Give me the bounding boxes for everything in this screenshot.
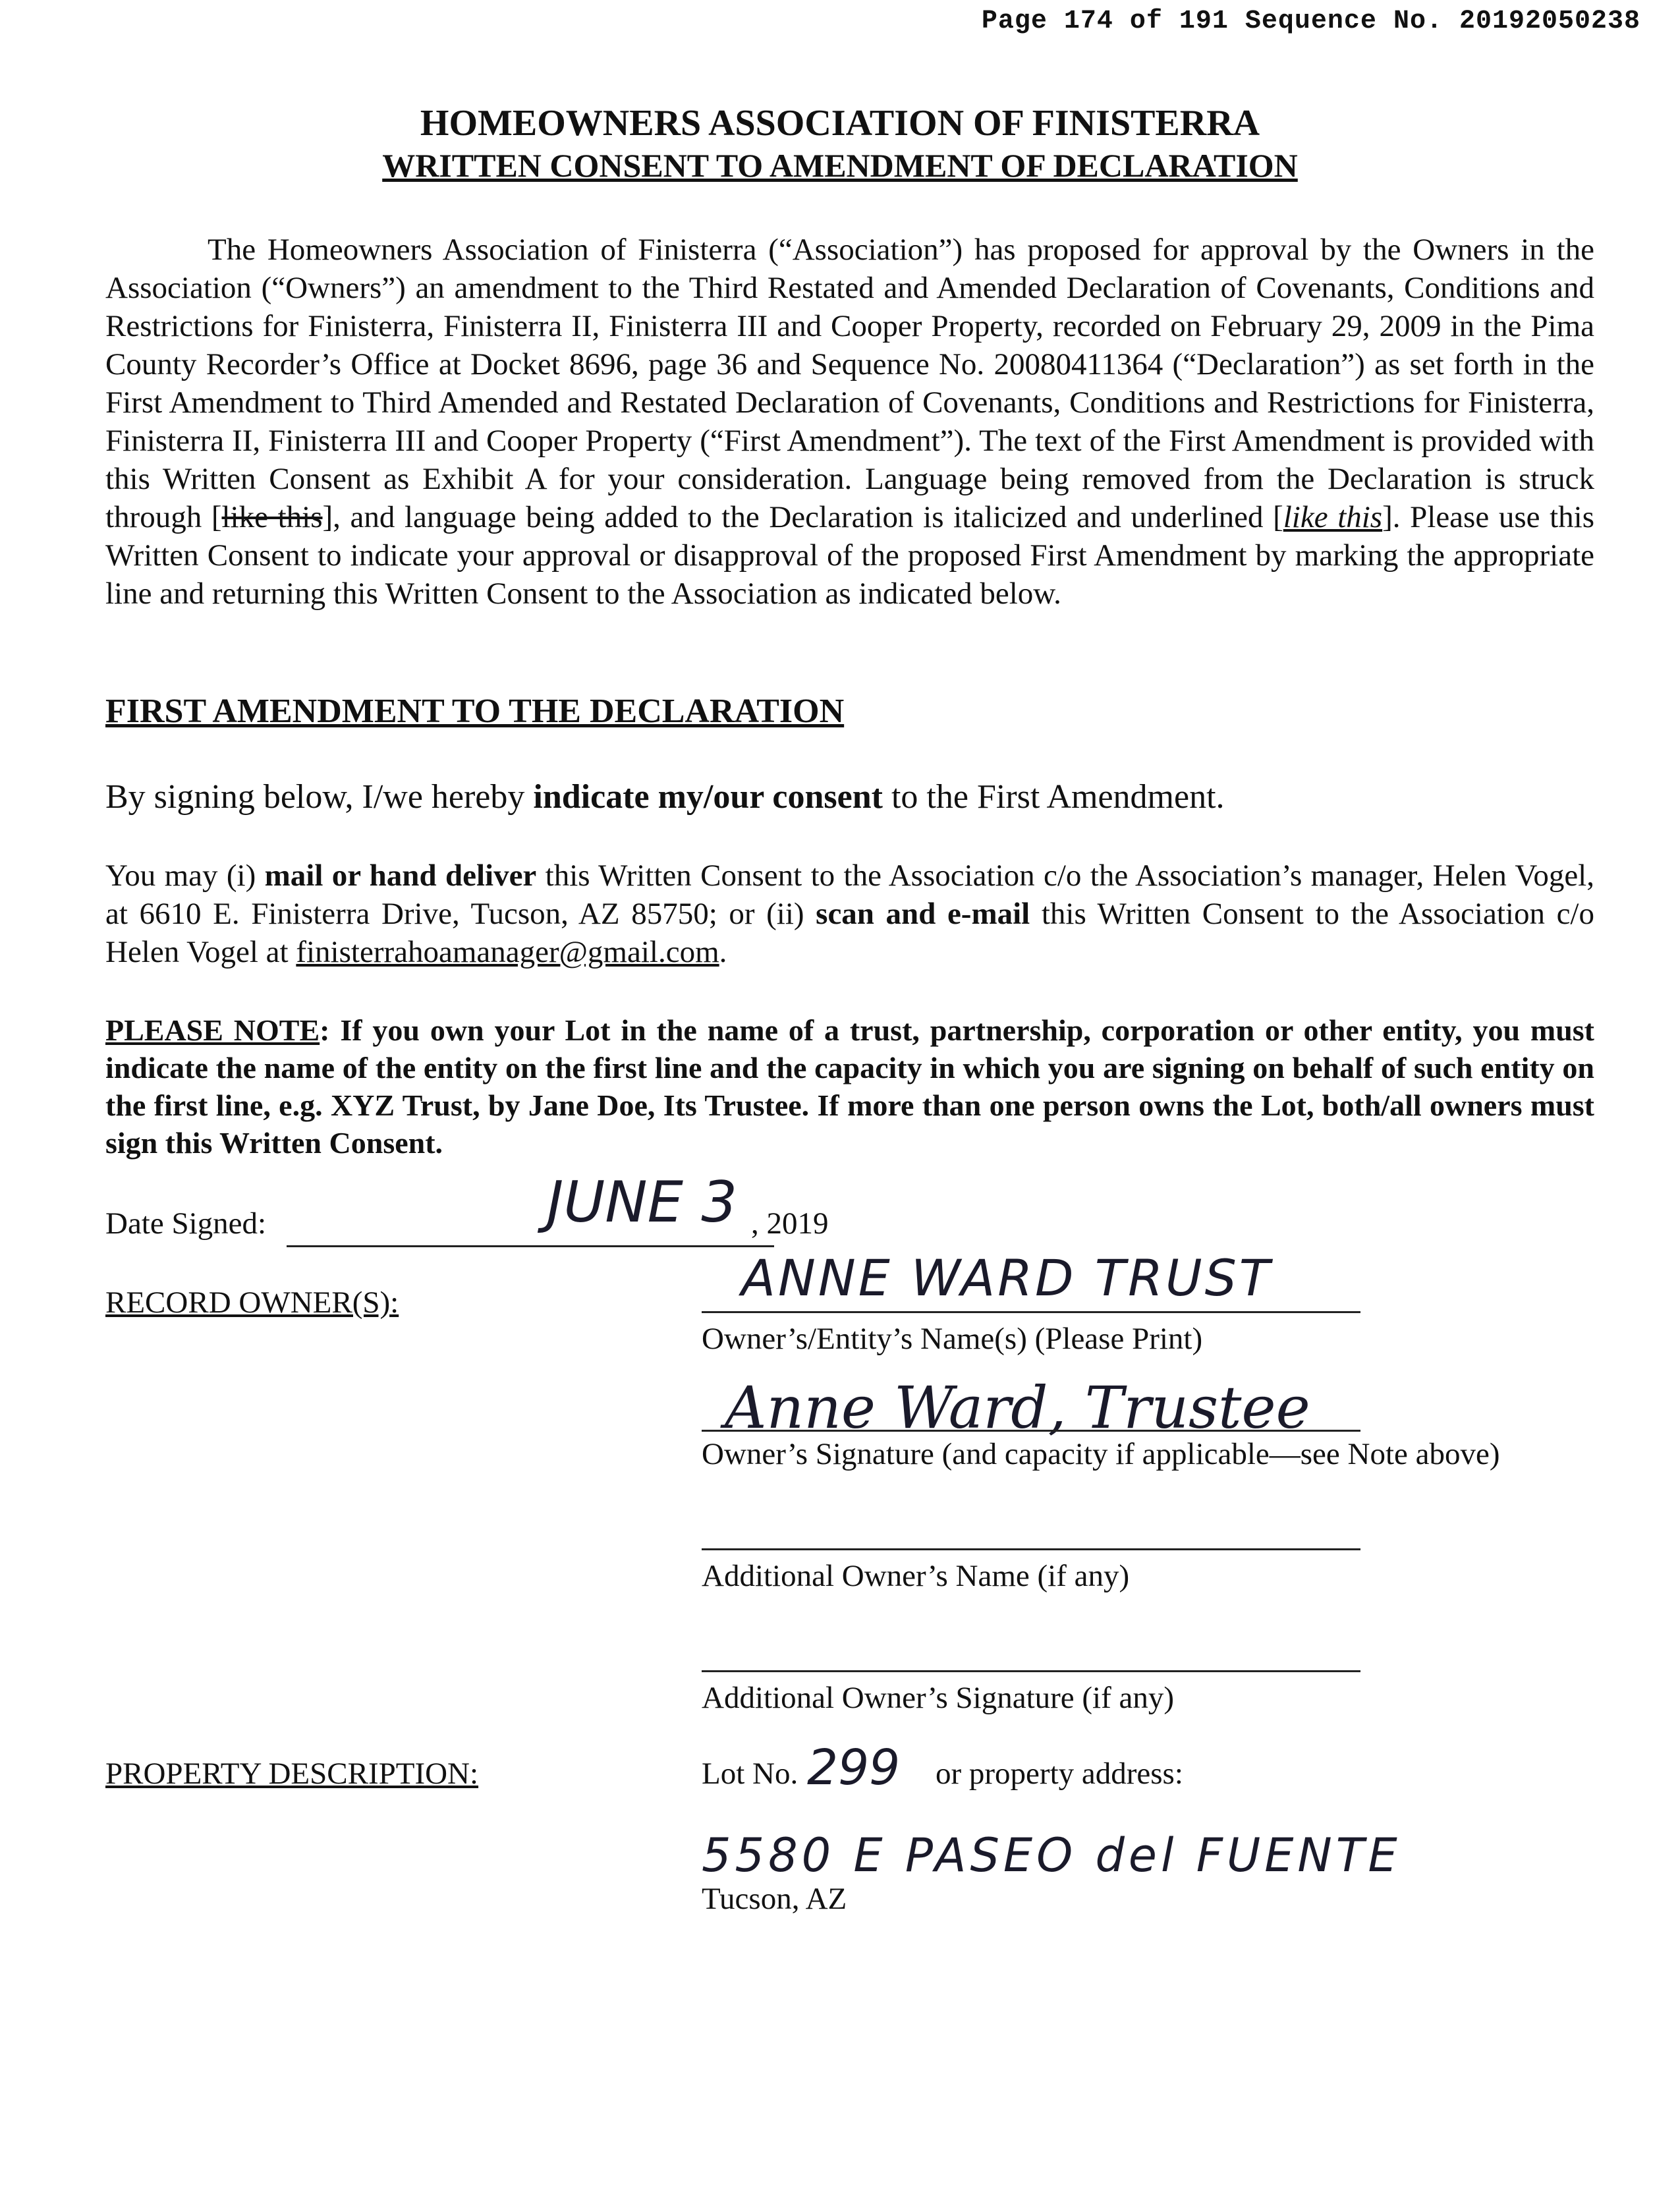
please-note-text: : If you own your Lot in the name of a trust, partnership, corporation or other entity, you must indicate the name of the entity on the first line and the capacity in which you are signing on behalf of such entity on the first line, e.g. XYZ Trust, by Jane Doe, Its Trustee. If more than one person owns the Lot, both/all owners must sign this Written Consent. <box>105 1013 1594 1160</box>
lot-number-handwritten: 299 <box>807 1739 901 1796</box>
please-note-label: PLEASE NOTE <box>105 1013 320 1047</box>
owner-name-caption: Owner’s/Entity’s Name(s) (Please Print) <box>702 1322 1203 1356</box>
mail-text-3: this Written Consent to the Association c/o Helen Vogel at <box>105 897 1594 969</box>
date-signed-line <box>287 1245 774 1247</box>
additional-name-caption: Additional Owner’s Name (if any) <box>702 1559 1130 1593</box>
document-org-title: HOMEOWNERS ASSOCIATION OF FINISTERRA <box>420 103 1260 144</box>
owner-name-handwritten: ANNE WARD TRUST <box>741 1249 1273 1307</box>
please-note <box>105 1011 1594 1162</box>
document-title: WRITTEN CONSENT TO AMENDMENT OF DECLARATION <box>382 147 1298 184</box>
date-signed-year: , 2019 <box>751 1206 829 1241</box>
property-city: Tucson, AZ <box>702 1882 847 1916</box>
consent-statement <box>105 777 1225 816</box>
intro-text-1: The Homeowners Association of Finisterra (“Association”) has proposed for approval by the Owners in the Association (“Owners”) an amendment to the Third Restated and Amended Declaration of Covenants, Conditions and Restrictions for Finisterra, Finisterra II, Finisterra III and Cooper Property, recorded on February 29, 2009 in the Pima County Recorder’s Office at Docket 8696, page 36 and Sequence No. 20080411364 (“Declaration”) as set forth in the First Amendment to Third Amended and Restated Declaration of Covenants, Conditions and Restrictions for Finisterra, Finisterra II, Finisterra III and Cooper Property (“First Amendment”). The text of the First Amendment is provided with this Written Consent as Exhibit A for your consideration. Language being removed from the Declaration is struck through [ <box>105 233 1594 534</box>
mail-text-4: . <box>719 935 727 969</box>
mail-text-2: this Written Consent to the Association c/o the Association’s manager, Helen Vogel, at 6610 E. Finisterra Drive, Tucson, AZ 85750; or (ii) <box>105 859 1594 931</box>
consent-text-1: By signing below, I/we hereby <box>105 778 534 816</box>
mail-text-1: You may (i) <box>105 859 265 893</box>
page-header: Page 174 of 191 Sequence No. 20192050238 <box>981 7 1640 36</box>
property-address-handwritten: 5580 E PASEO del FUENTE <box>702 1828 1401 1882</box>
owner-name-line <box>702 1311 1360 1313</box>
lot-number-prefix: Lot No. <box>702 1757 798 1791</box>
mail-instructions <box>105 857 1594 971</box>
additional-signature-line <box>702 1670 1360 1672</box>
mail-bold-2: scan and e-mail <box>816 897 1030 931</box>
intro-text-3: ]. Please use this Written Consent to indicate your approval or disapproval of the proposed First Amendment by marking the appropriate line and returning this Written Consent to the Association as indicated below. <box>105 500 1594 611</box>
property-description-label: PROPERTY DESCRIPTION: <box>105 1757 479 1791</box>
strikethrough-example: like this <box>221 500 323 534</box>
manager-email-link[interactable]: finisterrahoamanager@gmail.com <box>296 935 719 969</box>
owner-signature-handwritten: Anne Ward, Trustee <box>725 1374 1310 1442</box>
record-owners-label: RECORD OWNER(S): <box>105 1285 399 1320</box>
consent-bold: indicate my/our consent <box>533 778 883 816</box>
intro-text-2: ], and language being added to the Declaration is italicized and underlined [ <box>322 500 1283 534</box>
date-signed-handwritten: JUNE 3 <box>547 1169 738 1235</box>
owner-signature-line <box>702 1430 1360 1432</box>
intro-paragraph <box>105 231 1594 613</box>
additional-signature-caption: Additional Owner’s Signature (if any) <box>702 1681 1175 1715</box>
owner-signature-caption: Owner’s Signature (and capacity if applicable—see Note above) <box>702 1437 1500 1471</box>
lot-number-suffix: or property address: <box>936 1757 1183 1791</box>
additional-name-line <box>702 1548 1360 1550</box>
italic-example: like this <box>1283 500 1383 534</box>
consent-text-2: to the First Amendment. <box>882 778 1225 816</box>
mail-bold-1: mail or hand deliver <box>264 859 537 893</box>
date-signed-label: Date Signed: <box>105 1206 267 1241</box>
section-heading: FIRST AMENDMENT TO THE DECLARATION <box>105 692 845 730</box>
